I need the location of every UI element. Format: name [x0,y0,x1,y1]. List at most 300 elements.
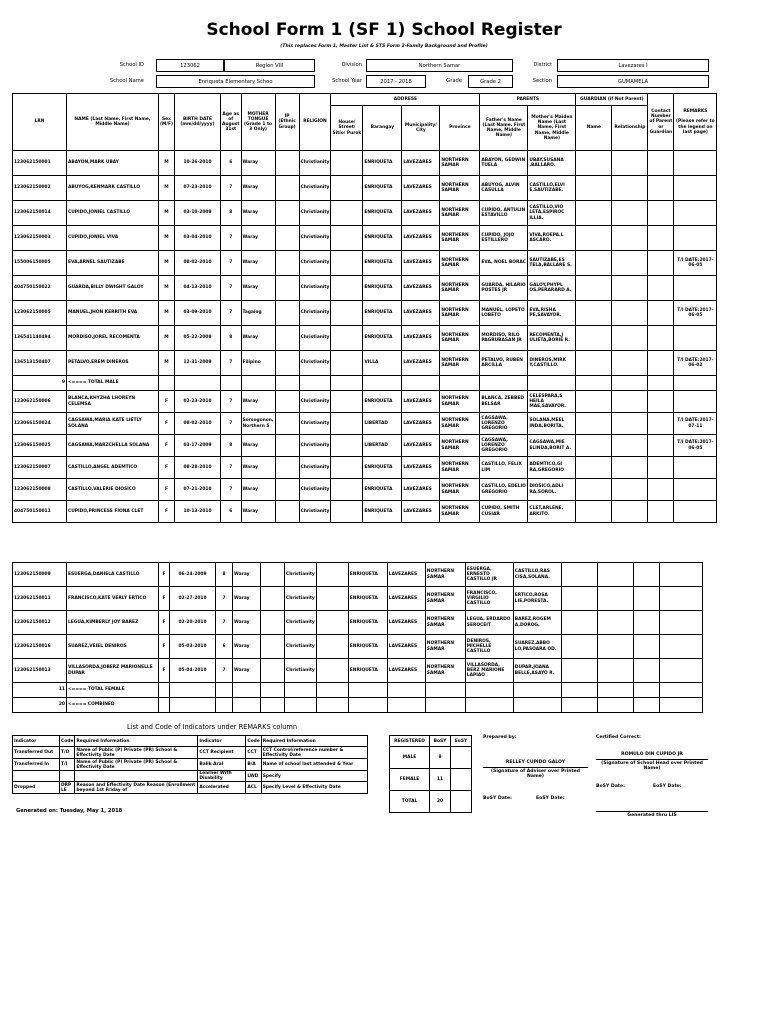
sex-header: Sex (M/F) [159,94,175,151]
father-name-cell: CASTILLO, FELIX LIM [480,457,528,479]
sex-cell: F [159,413,175,435]
male-bosy: 9 [430,747,451,769]
student-name-cell: LEGUA,KIMBERLY JOY BAREZ [67,611,159,635]
mother-tongue-cell: Waray [241,276,275,301]
empty-cell [285,698,317,713]
student-name-cell: SUAREZ,VEIEL DENIROS [67,635,159,659]
father-name-cell: ABUYOG, ALVIN CASULLA [480,176,528,201]
mother-tongue-cell: Waray [233,611,261,635]
empty-cell [159,376,175,391]
relationship-cell [612,326,648,351]
legend-code-cell: B/A [246,759,261,771]
guardian-name-cell [576,151,612,176]
mother-tongue-cell: Sorsogonon, Northern S [241,413,275,435]
empty-cell [425,698,465,713]
certified-eosy-date: EoSY Date: [653,784,682,789]
ip-cell [275,226,299,251]
legend-required-info-cell: Specify Level & Effectivity Date [261,782,367,794]
ip-cell [275,457,299,479]
legend-indicator-cell: Learner With Disability [198,771,246,782]
remarks-cell [674,176,717,201]
birth-date-cell: 05-22-2009 [174,326,220,351]
student-row [13,501,717,523]
house-cell [331,435,363,457]
sex-cell: F [159,635,170,659]
sex-cell: M [159,251,175,276]
contact-header: Contact Number of Parent or Guardian [648,94,674,151]
lrn-cell: 123062150005 [13,301,67,326]
male-eosy [451,747,472,769]
total-label: <==== TOTAL FEMALE [67,683,159,698]
empty-cell [402,376,440,391]
barangay-cell: ENRIQUETA [348,635,387,659]
prepared-eosy-date: EoSY Date: [536,796,565,801]
remarks-cell [674,276,717,301]
empty-cell [513,683,561,698]
sex-cell: F [159,457,175,479]
barangay-cell: ENRIQUETA [363,276,402,301]
municipality-cell: LAVEZARES [402,251,440,276]
legend-row [13,771,368,782]
relationship-cell [612,301,648,326]
student-name-cell: MANUEL,JHON KERRITH EVA [67,301,159,326]
remarks-cell [674,151,717,176]
bosy-header: BoSY [430,736,451,747]
age-cell: 6 [220,151,241,176]
student-name-cell: GUARDA,BILLY DWIGHT GALOY [67,276,159,301]
sex-cell: M [159,176,175,201]
province-cell: NORTHERN SAMAR [440,479,480,501]
name-header: NAME (Last Name, First Name, Middle Name) [67,94,159,151]
father-name-cell: CUPIDO, JOJO ESTILLERO [480,226,528,251]
mother-name-cell: UBAY,SUSANA ,BALLARO. [528,151,576,176]
empty-cell [241,376,275,391]
guardian-header: GUARDIAN (if Not Parent) [576,94,648,106]
mother-tongue-cell: Waray [241,251,275,276]
mother-tongue-cell: Waray [233,563,261,587]
barangay-cell: ENRIQUETA [363,151,402,176]
house-cell [331,251,363,276]
remarks-cell [659,635,702,659]
sex-cell: F [159,563,170,587]
mother-tongue-cell: Waray [241,326,275,351]
religion-cell: Christianity [299,176,331,201]
student-row [13,635,703,659]
student-row [13,391,717,413]
municipality-cell: LAVEZARES [402,326,440,351]
empty-cell [648,376,674,391]
province-cell: NORTHERN SAMAR [440,251,480,276]
remarks-cell [674,326,717,351]
student-row [13,326,717,351]
barangay-cell: ENRIQUETA [348,659,387,683]
age-cell: 7 [216,659,233,683]
mother-name-cell: ADEMTICO,GI RA,GREGORIO [528,457,576,479]
father-name-cell: FRANCISCO, VIRGILIO CASTILLO [465,587,513,611]
relationship-cell [612,413,648,435]
father-name-cell: LEGUA, ERDARDO SEROCEIT [465,611,513,635]
total-label: <==== TOTAL MALE [67,376,159,391]
age-cell: 7 [220,351,241,376]
mother-name-cell: CLET,ARLENE, ARKITO. [528,501,576,523]
religion-cell: Christianity [285,659,317,683]
section-value: GUMAMELA [557,75,709,88]
student-name-cell: CUPIDO,JONIEL VIVA [67,226,159,251]
house-cell [331,201,363,226]
father-name-cell: DENIROS, MICHELLE CASTILLO [465,635,513,659]
birth-date-cell: 03-17-2009 [174,435,220,457]
total-label: <==== COMBINED [67,698,159,713]
female-eosy [451,769,472,791]
district-value: Lavezares I [557,59,709,72]
guardian-name-cell [576,351,612,376]
barangay-cell: LIBERTAD [363,435,402,457]
birth-date-cell: 02-23-2010 [174,391,220,413]
municipality-cell: LAVEZARES [402,501,440,523]
registered-header: REGISTERED [390,736,430,747]
lrn-cell: 123062150001 [13,151,67,176]
remarks-cell: T/I DATE:2017-06-02 [674,351,717,376]
legend-required-info-cell: CCT Control/reference number & Effectivity Date [261,747,367,759]
remarks-cell [659,611,702,635]
lrn-cell: 136541140494 [13,326,67,351]
guardian-name-cell [576,276,612,301]
legend-header: Required Information [261,736,367,747]
empty-cell [387,683,425,698]
ip-cell [275,435,299,457]
school-name-label: School Name [109,78,144,84]
province-cell: NORTHERN SAMAR [425,587,465,611]
lrn-header: LRN [13,94,67,151]
legend-indicator-cell: Accelerated [198,782,246,794]
legend-required-info-cell: Reason and Effectivity Date Reason (Enrollment beyond 1st Friday of [75,782,198,794]
ip-cell [275,351,299,376]
relationship-cell [612,479,648,501]
mother-tongue-cell: Tagalog [241,301,275,326]
municipality-cell: LAVEZARES [402,457,440,479]
empty-cell [216,698,233,713]
empty-cell [363,376,402,391]
province-cell: NORTHERN SAMAR [440,391,480,413]
birth-date-cell: 07-23-2010 [174,176,220,201]
certified-correct-label: Certified Correct: [596,735,641,740]
mother-tongue-cell: Waray [241,201,275,226]
province-cell: NORTHERN SAMAR [440,457,480,479]
student-name-cell: ABAYON,MARK UBAY [67,151,159,176]
generated-thru-label: Generated thru LIS [627,813,677,818]
province-cell: NORTHERN SAMAR [440,326,480,351]
total-bosy: 20 [430,791,451,813]
lrn-cell: 123062150006 [13,391,67,413]
mother-name-cell: ERTICO,ROSA LIE,PORESTA. [513,587,561,611]
ip-cell [275,501,299,523]
student-row [13,226,717,251]
province-cell: NORTHERN SAMAR [440,301,480,326]
student-row [13,435,717,457]
father-name-cell: BLANCA, ZEBBED BELSAR [480,391,528,413]
house-cell [331,301,363,326]
relationship-cell [612,351,648,376]
birth-date-cell: 04-13-2010 [174,276,220,301]
religion-cell: Christianity [299,226,331,251]
student-name-cell: ABUYOG,KENMARK CASTILLO [67,176,159,201]
municipality-cell: LAVEZARES [402,301,440,326]
student-row [13,563,703,587]
remarks-cell [674,501,717,523]
total-count: 9 [13,376,67,391]
legend-row [13,782,368,794]
mother-name-cell: SUAREZ,ABBO LO,PASOARA OD. [513,635,561,659]
remarks-cell [674,457,717,479]
total-row [13,376,717,391]
contact-cell [648,501,674,523]
guardian-name-cell [576,301,612,326]
municipality-cell: LAVEZARES [402,351,440,376]
remarks-cell [674,201,717,226]
municipality-header: Municipality/ City [402,106,440,151]
student-name-cell: CASTILLO,VALERIE DIOSICO [67,479,159,501]
empty-cell [159,698,170,713]
religion-cell: Christianity [299,391,331,413]
municipality-cell: LAVEZARES [387,611,425,635]
mother-name-cell: SOLANA,MEEL INDA,BORITA. [528,413,576,435]
age-cell: 8 [220,201,241,226]
house-cell [331,351,363,376]
house-cell [316,587,348,611]
legend-code-cell: T/I [60,759,75,771]
ip-cell [275,176,299,201]
contact-cell [648,413,674,435]
legend-code-cell: T/O [60,747,75,759]
father-name-cell: MANUEL, LOPETO LOBETO [480,301,528,326]
contact-cell [648,251,674,276]
birth-date-cell: 12-31-2009 [174,351,220,376]
empty-cell [465,698,513,713]
empty-cell [261,698,285,713]
school-name-value: Enriqueta Elementary Schoo [156,75,315,88]
father-name-cell: ABAYON, GEDWIN TUELA [480,151,528,176]
ip-cell [261,659,285,683]
form-subtitle: (This replaces Form 1, Master List & STS Form 2-Family Background and Profile) [280,44,488,49]
student-name-cell: CUPIDO,PRINCESS FIONA CLET [67,501,159,523]
section-label: Section [532,78,552,84]
contact-cell [648,435,674,457]
municipality-cell: LAVEZARES [387,659,425,683]
student-name-cell: EVA,ARNEL SAUTIZABE [67,251,159,276]
father-name-cell: CUPIDO, SMITH CUSIAR [480,501,528,523]
female-label: FEMALE [390,769,430,791]
house-header: House/ Street/ Sitio/ Purok [331,106,363,151]
empty-cell [480,376,528,391]
house-cell [331,391,363,413]
age-header: Age as of August 31st [220,94,241,151]
guardian-name-cell [576,251,612,276]
religion-header: RELIGION [299,94,331,151]
student-name-cell: ESUERGA,DANIELA CASTILLO [67,563,159,587]
empty-cell [316,698,348,713]
relationship-cell [597,611,633,635]
legend-header: Indicator [198,736,246,747]
contact-cell [648,326,674,351]
barangay-cell: ENRIQUETA [363,176,402,201]
remarks-cell: T/I DATE:2017-07-11 [674,413,717,435]
lrn-cell: 404750150011 [13,501,67,523]
prepared-bosy-date: BoSY Date: [483,796,512,801]
empty-cell [513,698,561,713]
municipality-cell: LAVEZARES [402,201,440,226]
birth-date-cell: 08-28-2010 [174,457,220,479]
lrn-cell: 123062150007 [13,457,67,479]
student-row [13,176,717,201]
birth-date-cell: 07-21-2010 [174,479,220,501]
prepared-by-label: Prepared by: [483,735,517,740]
sex-cell: M [159,226,175,251]
province-cell: NORTHERN SAMAR [425,635,465,659]
birth-date-cell: 02-27-2010 [170,587,216,611]
ip-cell [275,301,299,326]
contact-cell [648,201,674,226]
father-name-cell: CAGSAWA, LORENZO GREGORIO [480,413,528,435]
empty-cell [285,683,317,698]
school-year-value: 2017 - 2018 [366,75,426,88]
guardian-name-cell [576,226,612,251]
religion-cell: Christianity [299,301,331,326]
register-table-continued [12,562,703,713]
legend-indicator-cell: Transferred Out [13,747,60,759]
sex-cell: F [159,391,175,413]
legend-code-cell: CCT [246,747,261,759]
guardian-name-cell [576,176,612,201]
empty-cell [159,683,170,698]
total-count: 11 [13,683,67,698]
district-label: District [533,62,552,68]
region-value: Region VIII [224,59,315,72]
ip-cell [261,587,285,611]
empty-cell [440,376,480,391]
barangay-cell: ENRIQUETA [348,563,387,587]
sex-cell: M [159,326,175,351]
age-cell: 8 [220,435,241,457]
lrn-cell: 155006150005 [13,251,67,276]
ip-cell [261,563,285,587]
guardian-name-cell [576,501,612,523]
house-cell [331,413,363,435]
mother-name-cell: EVA,RISHA PE,SAVAYOR. [528,301,576,326]
birth-date-cell: 03-04-2010 [174,226,220,251]
school-head-name: ROMULO DIN CUPIDO JR [621,752,683,757]
contact-cell [648,226,674,251]
mother-name-cell: BAREZ,ROGEM A,DOROG. [513,611,561,635]
remarks-cell: T/I DATE:2017-06-05 [674,301,717,326]
relationship-cell [612,501,648,523]
father-name-cell: EVA, NOEL BORAC [480,251,528,276]
religion-cell: Christianity [285,563,317,587]
contact-cell [633,611,659,635]
municipality-cell: LAVEZARES [402,413,440,435]
legend-required-info-cell [75,771,198,782]
father-name-cell: VILLASORDA, BERZ MARIONE LAPIAO [465,659,513,683]
province-cell: NORTHERN SAMAR [440,413,480,435]
legend-required-info-cell: Name of Public (P) Private (PR) School & Effectivity Date [75,747,198,759]
empty-cell [561,698,597,713]
house-cell [316,563,348,587]
student-row [13,201,717,226]
father-header: Father's Name (Last Name, First Name, Middle Name) [480,106,528,151]
house-cell [316,659,348,683]
lrn-cell: 136513150407 [13,351,67,376]
mother-tongue-cell: Waray [241,391,275,413]
student-name-cell: CAGSAWA,MARIA KATE LIETLY SOLANA [67,413,159,435]
mother-tongue-cell: Waray [233,635,261,659]
lrn-cell: 123062150008 [13,479,67,501]
generated-on-text: Generated on: Tuesday, May 1, 2018 [16,808,123,814]
sex-cell: F [159,435,175,457]
religion-cell: Christianity [285,587,317,611]
legend-table [12,735,368,794]
house-cell [331,176,363,201]
contact-cell [648,301,674,326]
relationship-cell [612,176,648,201]
relationship-cell [612,201,648,226]
municipality-cell: LAVEZARES [402,276,440,301]
barangay-cell: VILLA [363,351,402,376]
legend-indicator-cell: Transferred In [13,759,60,771]
religion-cell: Christianity [299,435,331,457]
mother-tongue-cell: Waray [241,176,275,201]
mother-name-cell: DIOSICO,ADLI RA,SOROL. [528,479,576,501]
lrn-cell: 123062150011 [13,587,67,611]
empty-cell [633,698,659,713]
contact-cell [648,457,674,479]
religion-cell: Christianity [299,351,331,376]
lrn-cell: 123062150003 [13,226,67,251]
guardian-name-cell [576,326,612,351]
mother-tongue-cell: Waray [241,151,275,176]
student-row [13,457,717,479]
age-cell: 7 [216,587,233,611]
relationship-header: Relationship [612,106,648,151]
municipality-cell: LAVEZARES [402,435,440,457]
ip-cell [275,276,299,301]
contact-cell [633,659,659,683]
empty-cell [425,683,465,698]
province-cell: NORTHERN SAMAR [440,501,480,523]
age-cell: 7 [220,457,241,479]
student-row [13,301,717,326]
lrn-cell: 123066150024 [13,413,67,435]
province-cell: NORTHERN SAMAR [425,563,465,587]
guardian-name-cell [561,563,597,587]
generated-thru-line [596,811,708,812]
school-id-label: School ID [119,62,144,68]
registered-summary-table [389,735,472,813]
province-cell: NORTHERN SAMAR [440,176,480,201]
province-cell: NORTHERN SAMAR [440,226,480,251]
guardian-name-cell [576,413,612,435]
religion-cell: Christianity [299,276,331,301]
contact-cell [648,151,674,176]
age-cell: 7 [216,611,233,635]
remarks-note: (Please refer to the legend on last page) [676,119,715,135]
relationship-cell [612,457,648,479]
relationship-cell [597,563,633,587]
grade-label: Grade [446,78,462,84]
mother-name-cell: DINEROS,MIRK Y,CASTILLO. [528,351,576,376]
legend-header: Indicator [13,736,60,747]
municipality-cell: LAVEZARES [402,151,440,176]
mother-tongue-cell: Waray [233,659,261,683]
barangay-cell: ENRIQUETA [348,587,387,611]
